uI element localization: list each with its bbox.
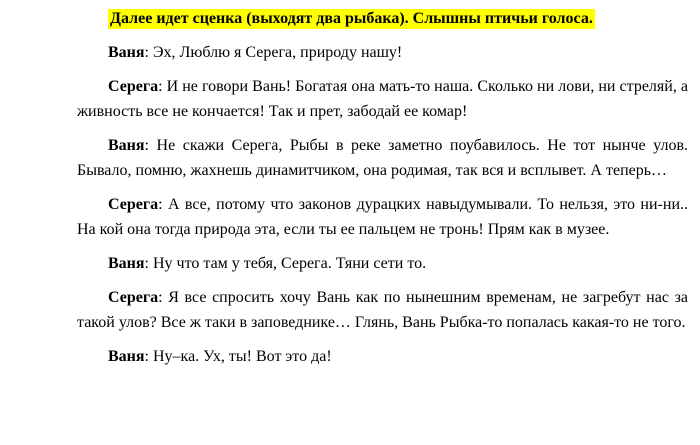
dialogue-text: : Я все спросить хочу Вань как по нынешним временам, не загребут нас за такой улов? Все ж таки в заповеднике… Глянь, Вань Рыбка-то попалась какая-то не того. [77, 289, 688, 331]
stage-direction [77, 6, 688, 31]
speaker-name: Ваня [108, 348, 145, 365]
speaker-name: Серега [108, 78, 159, 95]
dialogue-text: : Ну что там у тебя, Серега. Тяни сети то. [144, 255, 427, 272]
speaker-name: Серега [108, 289, 159, 306]
dialogue-text: : Ну–ка. Ух, ты! Вот это да! [144, 348, 332, 365]
dialogue-paragraph [77, 285, 688, 335]
speaker-name: Ваня [108, 44, 145, 61]
dialogue-paragraph [77, 74, 688, 124]
dialogue-paragraph [77, 251, 688, 276]
speaker-name: Ваня [108, 255, 145, 272]
dialogue-paragraph [77, 40, 688, 65]
speaker-name: Серега [108, 196, 159, 213]
stage-direction-highlight: Далее идет сценка (выходят два рыбака). Слышны птичьи голоса. [110, 10, 593, 27]
dialogue-paragraph [77, 133, 688, 183]
speaker-name: Ваня [108, 137, 145, 154]
dialogue-paragraph [77, 344, 688, 369]
dialogue-paragraph [77, 192, 688, 242]
dialogue-text: : А все, потому что законов дурацких навыдумывали. То нельзя, это ни-ни.. На кой она тогда природа эта, если ты ее пальцем не тронь! Прям как в музее. [77, 196, 688, 238]
dialogue-text: : И не говори Вань! Богатая она мать-то наша. Сколько ни лови, ни стреляй, а живность все не кончается! Так и прет, забодай ее комар! [77, 78, 688, 120]
dialogue-text: : Эх, Люблю я Серега, природу нашу! [144, 44, 403, 61]
dialogue-text: : Не скажи Серега, Рыбы в реке заметно поубавилось. Не тот нынче улов. Бывало, помню, жахнешь динамитчиком, она родимая, так вся и всплывет. А теперь… [77, 137, 688, 179]
